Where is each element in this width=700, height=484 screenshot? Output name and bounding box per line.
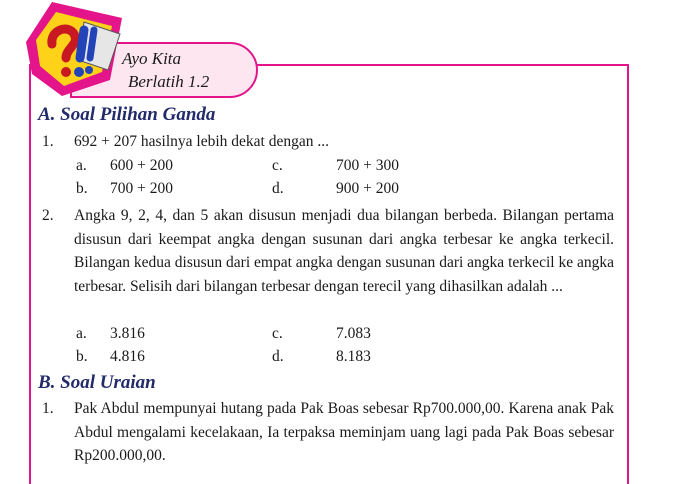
q2-option-d-value: 8.183 (336, 348, 371, 365)
q1-option-a-value: 600 + 200 (110, 157, 173, 174)
q1-number: 1. (42, 133, 54, 150)
q2-option-a-value: 3.816 (110, 325, 145, 342)
q2-option-a-letter: a. (76, 325, 87, 342)
q1-option-c-value: 700 + 300 (336, 157, 399, 174)
title-line-1: Ayo Kita (122, 49, 182, 68)
q1-option-c-letter: c. (272, 157, 283, 174)
q1-option-d-value: 900 + 200 (336, 180, 399, 197)
q2-text: Angka 9, 2, 4, dan 5 akan disusun menjadi dua bilangan berbeda. Bilangan pertama disusun dari keempat angka dengan susunan dari angka terbesar ke angka terkecil. Bilangan kedua disusun dari empat angka dengan susunan dari angka terkecil ke angka terbesar. Selisih dari bilangan terbesar dengan terecil yang dihasilkan adalah ... (74, 207, 614, 295)
title-line-2: Berlatih 1.2 (128, 72, 210, 91)
q2-option-d-letter: d. (272, 348, 284, 365)
section-b-title: B. Soal Uraian (38, 372, 156, 393)
b-q1-text: Pak Abdul mempunyai hutang pada Pak Boas sebesar Rp700.000,00. Karena anak Pak Abdul mengalami kecelakaan, Ia terpaksa meminjam uang lagi pada Pak Boas sebesar Rp200.000,00. (74, 400, 614, 464)
q2-option-c-value: 7.083 (336, 325, 371, 342)
header-title (122, 47, 209, 93)
q1-option-a-letter: a. (76, 157, 87, 174)
q1-option-d-letter: d. (272, 180, 284, 197)
q2-option-b-value: 4.816 (110, 348, 145, 365)
q2-option-b-letter: b. (76, 348, 88, 365)
q1-text: 692 + 207 hasilnya lebih dekat dengan ... (74, 133, 329, 150)
q2-option-c-letter: c. (272, 325, 283, 342)
q1-option-b-letter: b. (76, 180, 88, 197)
section-a-title: A. Soal Pilihan Ganda (38, 104, 216, 125)
q2-number: 2. (42, 207, 54, 224)
q1-option-b-value: 700 + 200 (110, 180, 173, 197)
question-exclamation-icon (22, 0, 126, 100)
b-q1-number: 1. (42, 400, 54, 417)
